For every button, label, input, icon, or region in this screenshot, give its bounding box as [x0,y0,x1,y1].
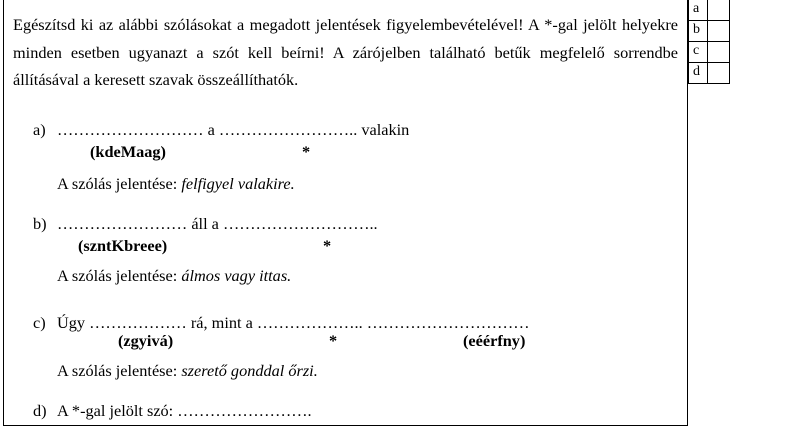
item-d-label: d) [33,401,47,420]
score-label-b: b [689,21,708,42]
item-c-star: * [329,331,338,350]
score-box-a[interactable] [708,0,730,21]
item-c-hint-2: (eéérfny) [463,331,526,350]
item-a-line[interactable]: ……………………… a …………………….. valakin [57,120,410,139]
score-label-d: d [689,63,708,84]
item-b-line[interactable]: …………………… áll a ……………………….. [57,214,378,233]
score-label-c: c [689,42,708,63]
item-d-line[interactable]: A *-gal jelölt szó: ……………………. [57,401,312,420]
score-row-c [689,42,730,63]
instructions-text: Egészítsd ki az alábbi szólásokat a megadott jelentések figyelembevételével! A *-gal jelölt helyekre minden esetben ugyanazt a szót kell beírni! A zárójelben található betűk megfelelő sorrendbe állításával a keresett szavak összeállíthatók. [13,15,678,89]
item-a-meaning-text: felfigyel valakire. [181,174,295,193]
score-table [688,0,730,84]
score-box-b[interactable] [708,21,730,42]
item-a-star: * [302,142,311,161]
item-a-meaning-prefix: A szólás jelentése: [57,174,182,193]
item-c-line[interactable]: Úgy ……………… rá, mint a ……………….. ………………………… [57,313,530,332]
item-c-meaning [57,361,318,381]
item-a-meaning [57,174,295,194]
item-a-label: a) [33,120,46,139]
item-a-hint: (kdeMaag) [90,142,166,161]
score-box-d[interactable] [708,63,730,84]
item-b-meaning [57,266,291,286]
score-row-a [689,0,730,21]
item-b-hint: (szntKbreee) [78,236,168,255]
score-row-d [689,63,730,84]
item-c-meaning-text: szerető gonddal őrzi. [181,361,318,380]
score-box-c[interactable] [708,42,730,63]
item-c-meaning-prefix: A szólás jelentése: [57,361,182,380]
item-b-label: b) [33,214,47,233]
item-b-meaning-text: álmos vagy ittas. [181,266,292,285]
item-c-label: c) [33,313,46,332]
score-row-b [689,21,730,42]
score-label-a: a [689,0,708,21]
item-c-hint-1: (zgyivá) [118,331,174,350]
item-b-meaning-prefix: A szólás jelentése: [57,266,182,285]
item-b-star: * [323,236,332,255]
